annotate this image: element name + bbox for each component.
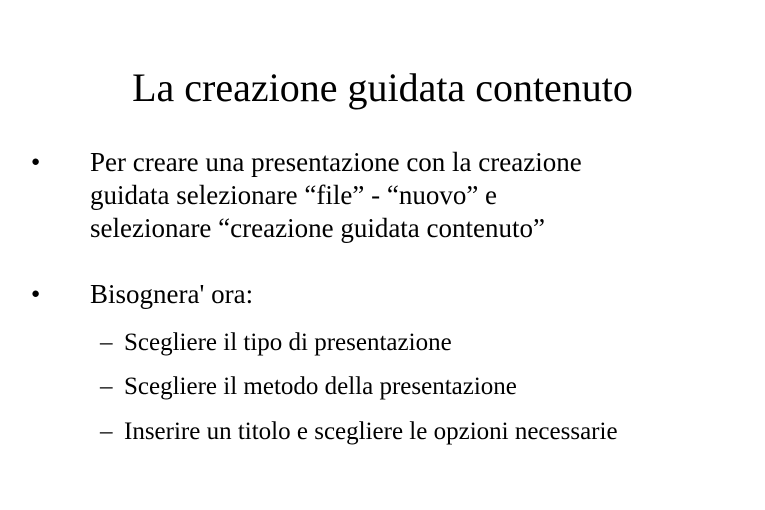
bullet-line: selezionare “creazione guidata contenuto” bbox=[90, 213, 545, 243]
bullet-line: guidata selezionare “file” - “nuovo” e bbox=[90, 180, 498, 210]
sub-bullet-marker: – bbox=[100, 418, 113, 445]
bullet-text bbox=[90, 146, 750, 245]
sub-bullet-text: Inserire un titolo e scegliere le opzioni necessarie bbox=[124, 418, 618, 445]
bullet-line: Bisognera' ora: bbox=[90, 279, 254, 309]
bullet-marker: ● bbox=[31, 286, 41, 302]
bullet-line: Per creare una presentazione con la creazione bbox=[90, 147, 582, 177]
sub-bullet-marker: – bbox=[100, 373, 113, 400]
sub-bullet-text: Scegliere il tipo di presentazione bbox=[124, 329, 452, 356]
bullet-marker: ● bbox=[31, 154, 41, 170]
bullet-text bbox=[90, 278, 750, 311]
sub-bullet-marker: – bbox=[100, 329, 113, 356]
sub-bullet-text: Scegliere il metodo della presentazione bbox=[124, 373, 517, 400]
slide-title: La creazione guidata contenuto bbox=[132, 65, 633, 110]
